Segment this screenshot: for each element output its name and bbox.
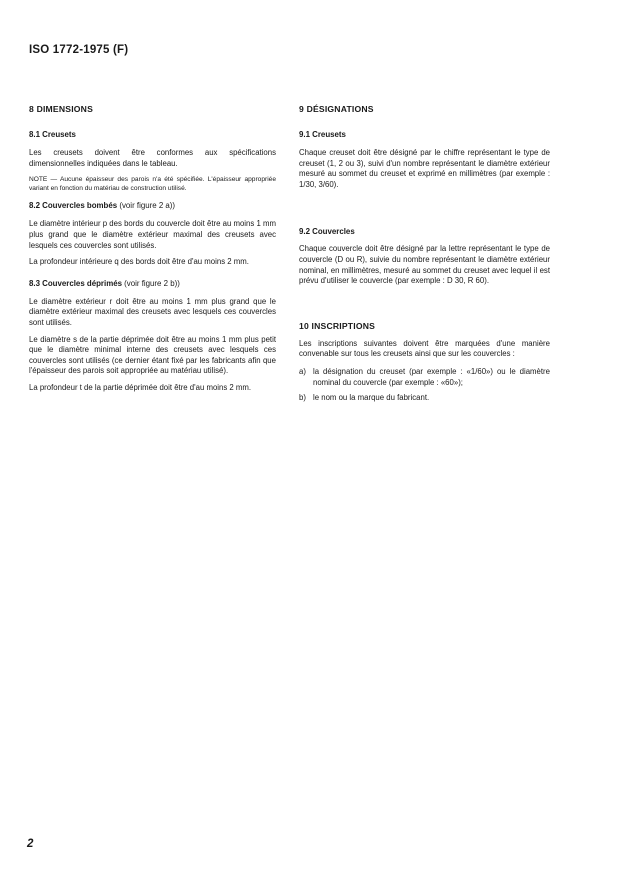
subsection-9-1-title: 9.1 Creusets: [299, 130, 346, 139]
list-item-b-marker: b): [299, 393, 306, 403]
list-item-a-text: la désignation du creuset (par exemple : «1/60») ou le diamètre nominal du couvercle (par exemple : «60»);: [313, 366, 550, 387]
subsection-9-1-paragraph: Chaque creuset doit être désigné par le chiffre représentant le type de creuset (1, 2 ou 3), suivi d'un nombre représentant le diamètre extérieur mesuré au sommet du creuset et exprimé en millimètres (par exemple : 1/30, 3/60).: [299, 148, 550, 189]
subsection-8-2-title-bold: 8.2 Couvercles bombés: [29, 201, 118, 211]
subsection-8-3-title-bold: 8.3 Couvercles déprimés: [29, 278, 122, 288]
subsection-8-3-paragraph-1: Le diamètre extérieur r doit être au moins 1 mm plus grand que le diamètre extérieur maximal des creusets avec lesquels ces couvercles sont utilisés.: [29, 296, 276, 327]
subsection-8-1-title: 8.1 Creusets: [29, 130, 76, 139]
subsection-8-3-title-ref: (voir figure 2 b)): [121, 278, 180, 288]
page-number: 2: [27, 838, 34, 850]
list-item-a-marker: a): [299, 366, 306, 376]
subsection-8-3-paragraph-3: La profondeur t de la partie déprimée doit être d'au moins 2 mm.: [29, 382, 252, 392]
subsection-8-2-paragraph-1: Le diamètre intérieur p des bords du couvercle doit être au moins 1 mm plus grand que le diamètre extérieur maximal des creusets avec lesquels ces couvercles sont utilisés.: [29, 219, 276, 250]
subsection-8-1-paragraph: Les creusets doivent être conformes aux spécifications dimensionnelles indiquées dans le tableau.: [29, 148, 276, 168]
subsection-9-2-title: 9.2 Couvercles: [299, 227, 355, 237]
subsection-8-2-title-ref: (voir figure 2 a)): [117, 201, 176, 211]
section-9-title: 9 DÉSIGNATIONS: [299, 104, 374, 114]
section-10-paragraph: Les inscriptions suivantes doivent être marquées d'une manière convenable sur tous les creusets ainsi que sur les couvercles :: [299, 338, 550, 359]
section-10-title: 10 INSCRIPTIONS: [299, 320, 376, 331]
subsection-8-1-note: NOTE — Aucune épaisseur des parois n'a été spécifiée. L'épaisseur appropriée variant en fonction du matériau de construction utilisé.: [29, 176, 276, 192]
left-column: [29, 104, 276, 394]
subsection-8-2-title: [29, 201, 276, 210]
right-column: [299, 104, 550, 404]
list-item-b-text: le nom ou la marque du fabricant.: [313, 393, 430, 403]
subsection-8-2-paragraph-2: La profondeur intérieure q des bords doit être d'au moins 2 mm.: [29, 257, 249, 267]
subsection-8-3-title: [29, 279, 276, 288]
list-item-b: [299, 393, 550, 404]
subsection-8-3-paragraph-2: Le diamètre s de la partie déprimée doit être au moins 1 mm plus petit que le diamètre minimal interne des creusets avec lesquels ces couvercles sont utilisés (ce dernier étant fixé par les fabricants afin que l'épaisseur des parois soit appropriée au matériau utilisé).: [29, 334, 276, 376]
list-item-a: [299, 367, 550, 388]
document-identifier: ISO 1772-1975 (F): [29, 44, 129, 56]
section-8-title: 8 DIMENSIONS: [29, 104, 93, 114]
subsection-9-2-paragraph: Chaque couvercle doit être désigné par la lettre représentant le type de couvercle (D ou R), suivie du nombre représentant le diamètre extérieur nominal, en millimètres, mesuré au sommet du creuset avec lequel il est prévu d'utiliser le couvercle (par exemple : D 30, R 60).: [299, 244, 550, 286]
